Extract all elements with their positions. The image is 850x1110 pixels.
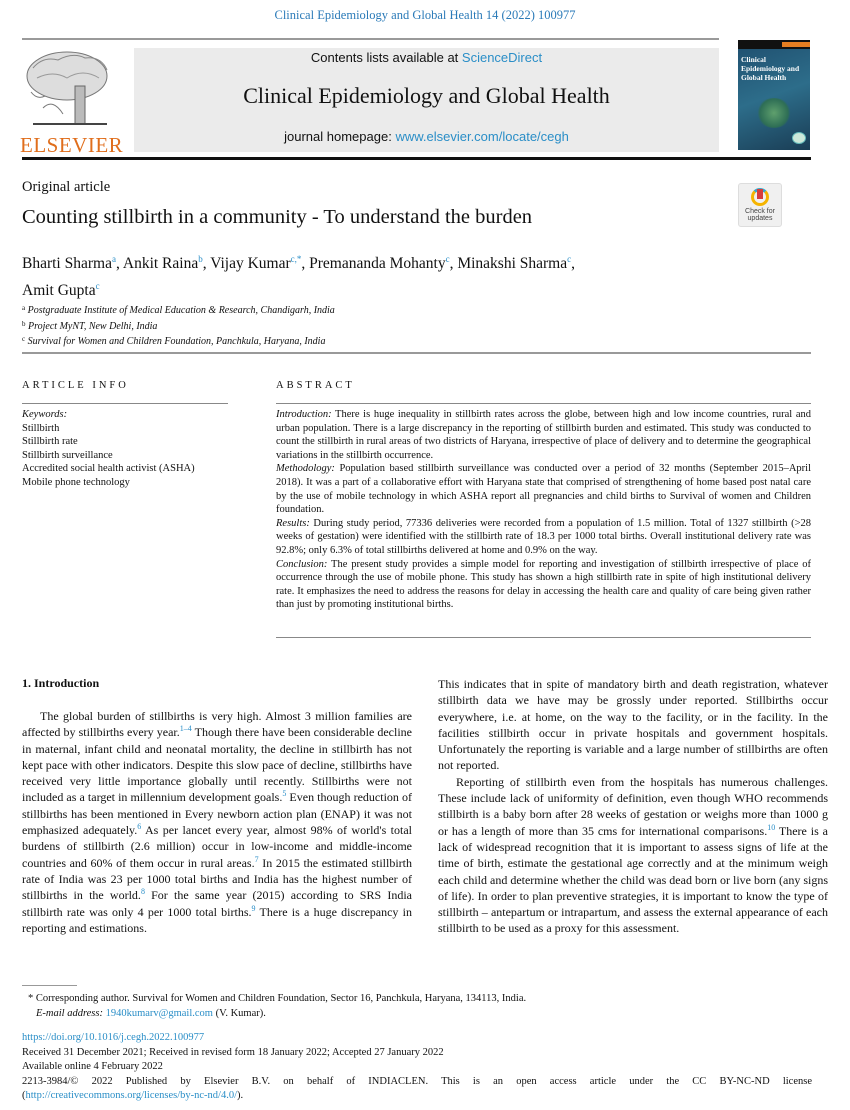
keyword: Accredited social health activist (ASHA) xyxy=(22,463,195,474)
online-date: Available online 4 February 2022 xyxy=(22,1061,163,1072)
citation-link[interactable]: 1–4 xyxy=(179,724,192,734)
author[interactable]: Vijay Kumar xyxy=(210,255,291,272)
check-label: Check for updates xyxy=(745,208,775,222)
divider xyxy=(22,38,719,40)
keywords-heading: Keywords: xyxy=(22,409,68,420)
citation-link[interactable]: 8 xyxy=(140,887,145,897)
abstract-results: Results: During study period, 77336 deliveries were recorded from a population of 1.5 million. Total of 1327 stillbirth (>28 weeks of gestation) were identified with the stillbirth rate of 18.3 per 1000 total births. Overall institutional delivery rate was 92.8%; only 6.3% of total stillbirths delivered at home and 0.9% on the way. xyxy=(276,517,811,556)
intro-paragraph-2: This indicates that in spite of mandatory birth and death registration, whatever stillbirth data we have may be grossly under reported. Stillbirths occur everywhere, i.e. at home, on the way to the facility, or in the facility. In the facilities stillbirth occur in private hospitals and government hospitals. Unfortunately the reporting is variable and a large number of stillbirths are often not reported. xyxy=(438,677,828,773)
article-title: Counting stillbirth in a community - To understand the burden xyxy=(22,206,533,228)
license-text: 2213-3984/© 2022 Published by Elsevier B.V. on behalf of INDIACLEN. This is an open access article under the CC BY-NC-ND license xyxy=(22,1075,812,1087)
author[interactable]: Minakshi Sharma xyxy=(457,255,568,272)
keyword: Stillbirth surveillance xyxy=(22,449,113,461)
cover-graphic xyxy=(756,98,792,128)
publisher-logo[interactable] xyxy=(20,48,124,157)
article-type: Original article xyxy=(22,179,111,195)
article-meta xyxy=(22,1031,812,1104)
running-head[interactable]: Clinical Epidemiology and Global Health 14 (2022) 100977 xyxy=(274,8,576,22)
keyword: Stillbirth xyxy=(22,422,60,434)
journal-title: Clinical Epidemiology and Global Health xyxy=(243,83,610,108)
cover-title: Clinical Epidemiology and Global Health xyxy=(741,55,800,82)
journal-banner xyxy=(134,48,719,152)
abstract-introduction: Introduction: There is huge inequality in stillbirth rates across the globe, between high and low income countries, rural and urban population. There is a large discrepancy in the reporting of stillbirth burden and estimated. This study was conducted to count the stillbirth in rural areas of two districts of Haryana, irrespective of place of delivery and to determine the geographical variations in the stillbirth occurrence. xyxy=(276,409,811,461)
homepage-line: journal homepage: www.elsevier.com/locate/cegh xyxy=(284,129,569,144)
citation-link[interactable]: 10 xyxy=(767,822,776,832)
affil-link[interactable]: c,* xyxy=(290,254,302,264)
affil-link[interactable]: c xyxy=(95,281,100,291)
elsevier-tree-icon xyxy=(23,48,111,128)
abstract-methodology: Methodology: Population based stillbirth surveillance was conducted over a period of 32 months (September 2015–April 2018). It was a part of a collaborative effort with Haryana state that comprised of strengthening of home based post natal care by the use of mobile technology in which ASHA report all pregnancies and child births to Survival of women and Children foundation. xyxy=(276,463,811,516)
author[interactable]: Bharti Sharma xyxy=(22,255,112,272)
abstract-conclusion: Conclusion: The present study provides a simple model for reporting and investigation of stillbirth irrespective of place of occurrence through the use of mobile phone. This study has shown a high stillbirth rate in spite of high institutional delivery rate. It emphasizes the need to address the reasons for delay in accessing the health care and quality of care being given rather than just by promoting institutional births. xyxy=(276,558,811,611)
intro-paragraph-3: Reporting of stillbirth even from the hospitals has numerous challenges. These include lack of uniformity of definition, even though WHO recommends stillbirth is a baby born after 28 weeks of gestation or weighs more than 1000 g or has a length of more than 35 cms for international comparisons.$^{10}$ There is a lack of widespread recognition that it is important to assess signs of life at the time of birth, estimate the gestational age correctly and at the minimum weigh each child and determine whether the child was dead born or live born (any signs of life). In order to plan preventive strategies, it is important to know the type of stillbirth – antepartum or intrapartum, and assess the external appearance of each stillbirth to be used as a proxy for this assessment. xyxy=(438,774,829,936)
intro-right-column xyxy=(438,676,828,937)
author[interactable]: Amit Gupta xyxy=(22,282,96,299)
bookmark-icon xyxy=(751,188,769,206)
divider xyxy=(22,985,77,986)
license-link[interactable]: http://creativecommons.org/licenses/by-nc-nd/4.0/ xyxy=(25,1090,238,1101)
contents-line: Contents lists available at ScienceDirect xyxy=(310,50,543,65)
sciencedirect-link[interactable]: ScienceDirect xyxy=(461,50,543,65)
abstract-body xyxy=(276,408,811,612)
cover-bar xyxy=(738,40,810,49)
keyword: Mobile phone technology xyxy=(22,476,130,488)
divider xyxy=(22,157,811,160)
homepage-link[interactable]: www.elsevier.com/locate/cegh xyxy=(395,129,569,144)
intro-paragraph-1: The global burden of stillbirths is very high. Almost 3 million families are affected by stillbirths every year.$^{1-4}$ Though there have been considerable decline in maternal, infant child and neonatal mortality, the decline in stillbirth has not kept pace with other indicators. Despite this slow pace of decline, stillbirths have received very little importance globally until recently. Stillbirths were not included as a target in millennium development goals.$^5$ Even though reduction of stillbirths has been mentioned in Every newborn action plan (ENAP) it was not emphasized adequately.$^6$ As per lancet every year, almost 98% of world's total burdens of stillbirth (2.6 million) occur in low-income and middle-income countries and 60% of them occur in rural areas.$^7$ In 2015 the estimated stillbirth rate of India was 23 per 1000 total births and India has the highest number of stillbirths in the world.$^8$ For the same year (2015) according to SRS India stillbirth rate was only 4 per 1000 total births.$^9$ There is a huge discrepancy in reporting and estimations. xyxy=(22,709,413,935)
email-link[interactable]: 1940kumarv@gmail.com xyxy=(105,1008,213,1019)
license-link-line: (http://creativecommons.org/licenses/by-nc-nd/4.0/). xyxy=(22,1090,244,1101)
history-dates: Received 31 December 2021; Received in revised form 18 January 2022; Accepted 27 January 2022 xyxy=(22,1046,444,1058)
section-heading: 1. Introduction xyxy=(22,676,100,690)
keyword: Stillbirth rate xyxy=(22,436,78,447)
citation-link[interactable]: 7 xyxy=(254,854,259,864)
divider xyxy=(276,637,811,638)
affiliation: $^b$ Project MyNT, New Delhi, India xyxy=(22,319,158,332)
keywords-list xyxy=(22,408,195,489)
affiliation: $^a$ Postgraduate Institute of Medical Education & Research, Chandigarh, India xyxy=(22,304,335,316)
corresponding-author: * Corresponding author. Survival for Women and Children Foundation, Sector 16, Panchkula, Haryana, 134113, India. xyxy=(28,993,527,1004)
affil-link[interactable]: a xyxy=(111,254,116,264)
affiliations xyxy=(22,302,335,349)
doi-link[interactable]: https://doi.org/10.1016/j.cegh.2022.100977 xyxy=(22,1032,205,1043)
citation-link[interactable]: 9 xyxy=(251,903,256,913)
author[interactable]: Ankit Raina xyxy=(122,255,199,272)
email-line: E-mail address: 1940kumarv@gmail.com (V. Kumar). xyxy=(36,1008,266,1019)
article-info-heading: ARTICLE INFO xyxy=(22,380,129,391)
footnote xyxy=(28,991,526,1021)
author-list: Bharti Sharma$^a$, Ankit Raina$^b$, Vijay Kumar$^{c,*}$, Premananda Mohanty$^c$, Minakshi Sharma$^c$, Amit Gupta$^c$ xyxy=(22,254,575,299)
cover-seal-icon xyxy=(792,132,806,144)
check-for-updates-button[interactable] xyxy=(738,183,782,227)
affil-link[interactable]: c xyxy=(445,254,450,264)
publisher-name: ELSEVIER xyxy=(20,133,124,157)
citation-link[interactable]: 6 xyxy=(137,822,142,832)
citation-link[interactable]: 5 xyxy=(282,789,287,799)
affil-link[interactable]: c xyxy=(567,254,572,264)
abstract-heading: ABSTRACT xyxy=(276,380,355,391)
divider xyxy=(22,403,228,404)
affiliation: $^c$ Survival for Women and Children Foundation, Panchkula, Haryana, India xyxy=(22,335,326,347)
journal-cover-image[interactable] xyxy=(738,40,810,150)
author[interactable]: Premananda Mohanty xyxy=(309,255,446,272)
divider xyxy=(276,403,811,404)
affil-link[interactable]: b xyxy=(198,254,203,264)
divider xyxy=(22,352,811,354)
